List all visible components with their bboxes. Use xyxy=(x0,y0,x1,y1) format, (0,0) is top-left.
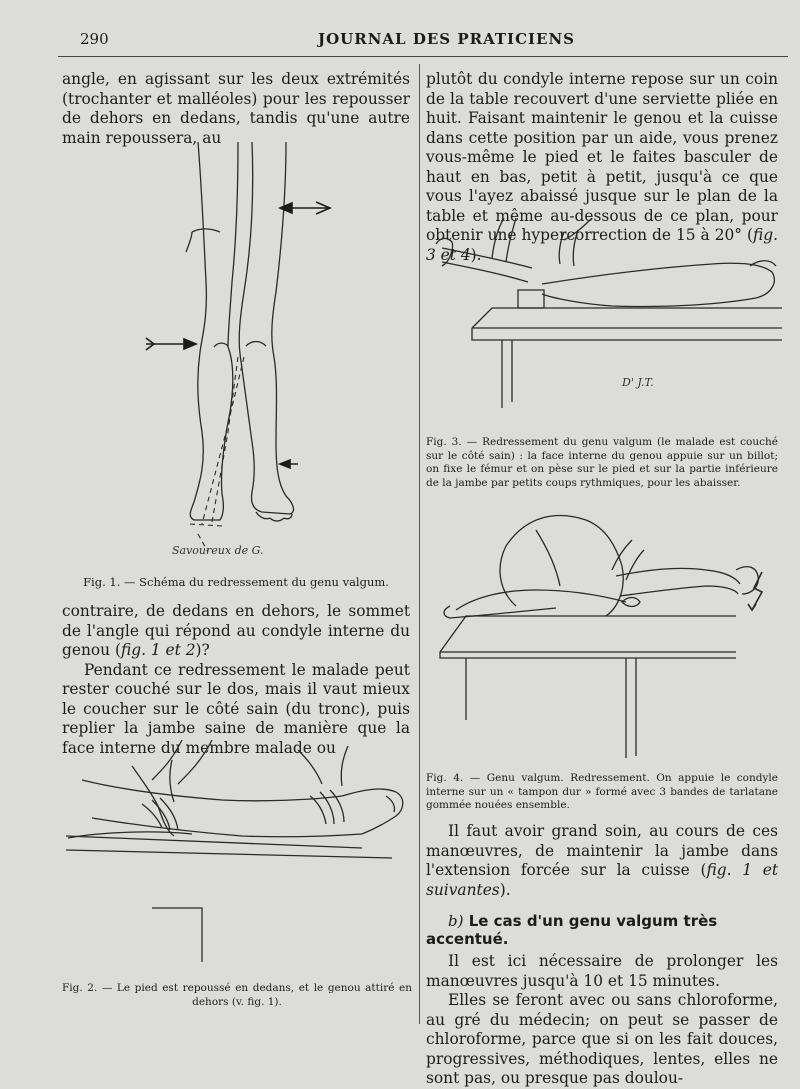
figure-reference: fig. 3 et 4 xyxy=(426,226,778,264)
figure-4 xyxy=(436,506,780,764)
figure-3-signature: D' J.T. xyxy=(622,376,654,389)
figure-2-caption-block xyxy=(62,982,412,1009)
journal-title: JOURNAL DES PRATICIENS xyxy=(318,30,575,48)
figure-reference: fig. 1 et suivantes xyxy=(426,861,778,899)
column-separator xyxy=(419,64,420,1024)
header-rule xyxy=(58,56,788,57)
figure-1 xyxy=(120,132,360,572)
running-header xyxy=(0,30,800,52)
right-column-bottom xyxy=(426,822,778,1089)
figure-1-caption: Fig. 1. — Schéma du redressement du genu valgum. xyxy=(83,575,389,589)
paragraph-prolong: Il est ici nécessaire de prolonger les manœuvres jusqu'à 10 et 15 minutes. xyxy=(426,952,778,990)
paragraph-care xyxy=(426,822,778,900)
paragraph-right-top-end: ). xyxy=(470,245,482,264)
figure-2-illustration xyxy=(62,740,410,972)
paragraph-right-top-text: plutôt du condyle interne repose sur un coin de la table recouvert d'une serviette pliée en huit. Faisant maintenir le genou et la cuisse dans cette position par un aide, vous prenez vous-même le pied et le faites basculer de haut en bas, petit à petit, jusqu'à ce que vous l'ayez abaissé jusque sur le plan de la table et même au-dessous de ce plan, pour obtenir une hypercorrection de 15 à 20° ( xyxy=(426,70,778,244)
figure-3 xyxy=(432,218,782,432)
paragraph-care-end: ). xyxy=(499,880,511,899)
subheading-text: Le cas d'un genu valgum très accentué. xyxy=(426,912,718,948)
paragraph-pendant: Pendant ce redressement le malade peut rester couché sur le dos, mais il vaut mieux le coucher sur le côté sain (du tronc), puis replier la jambe saine de manière que la face interne du membre malade ou xyxy=(62,660,410,757)
figure-1-illustration xyxy=(120,132,360,572)
figure-3-caption: Fig. 3. — Redressement du genu valgum (le malade est couché sur le côté sain) : la face interne du genou appuie sur un billot; on fixe le fémur et on pèse sur le pied et sur la partie inférieure de la jambe par petits coups rythmiques, pour les abaisser. xyxy=(426,436,778,489)
figure-reference: fig. 1 et 2 xyxy=(120,641,196,659)
page-number: 290 xyxy=(80,30,109,48)
figure-1-signature: Savoureux de G. xyxy=(172,544,264,557)
section-subheading xyxy=(426,912,778,948)
left-column-mid xyxy=(62,602,410,758)
paragraph-left-mid-text: contraire, de dedans en dehors, le sommet de l'angle qui répond au condyle interne du genou ( xyxy=(62,602,410,659)
paragraph-care-text: Il faut avoir grand soin, au cours de ces manœuvres, de maintenir la jambe dans l'extension forcée sur la cuisse ( xyxy=(426,822,778,879)
figure-1-caption-block xyxy=(62,576,410,590)
paragraph-left-top: angle, en agissant sur les deux extrémités (trochanter et malléoles) pour les repousser de dehors en dedans, tandis qu'une autre main repoussera, au xyxy=(62,70,410,147)
figure-3-caption-block xyxy=(426,436,778,490)
paragraph-left-mid-end: )? xyxy=(195,641,210,659)
figure-2 xyxy=(62,740,410,972)
subheading-letter: b) xyxy=(448,912,464,930)
figure-4-illustration xyxy=(436,506,780,764)
figure-4-caption: Fig. 4. — Genu valgum. Redressement. On appuie le condyle interne sur un « tampon dur » formé avec 3 bandes de tarlatane gommée nouées ensemble. xyxy=(426,772,778,811)
paragraph-chloroform: Elles se feront avec ou sans chloroforme, au gré du médecin; on peut se passer de chloroforme, parce que si on les fait douces, progressives, méthodiques, lentes, elles ne sont pas, ou presque pas doulou- xyxy=(426,991,778,1087)
figure-3-illustration xyxy=(432,218,782,432)
figure-2-caption: Fig. 2. — Le pied est repoussé en dedans, et le genou attiré en dehors (v. fig. 1). xyxy=(62,982,412,1008)
figure-4-caption-block xyxy=(426,772,778,813)
paragraph-left-mid xyxy=(62,602,410,661)
